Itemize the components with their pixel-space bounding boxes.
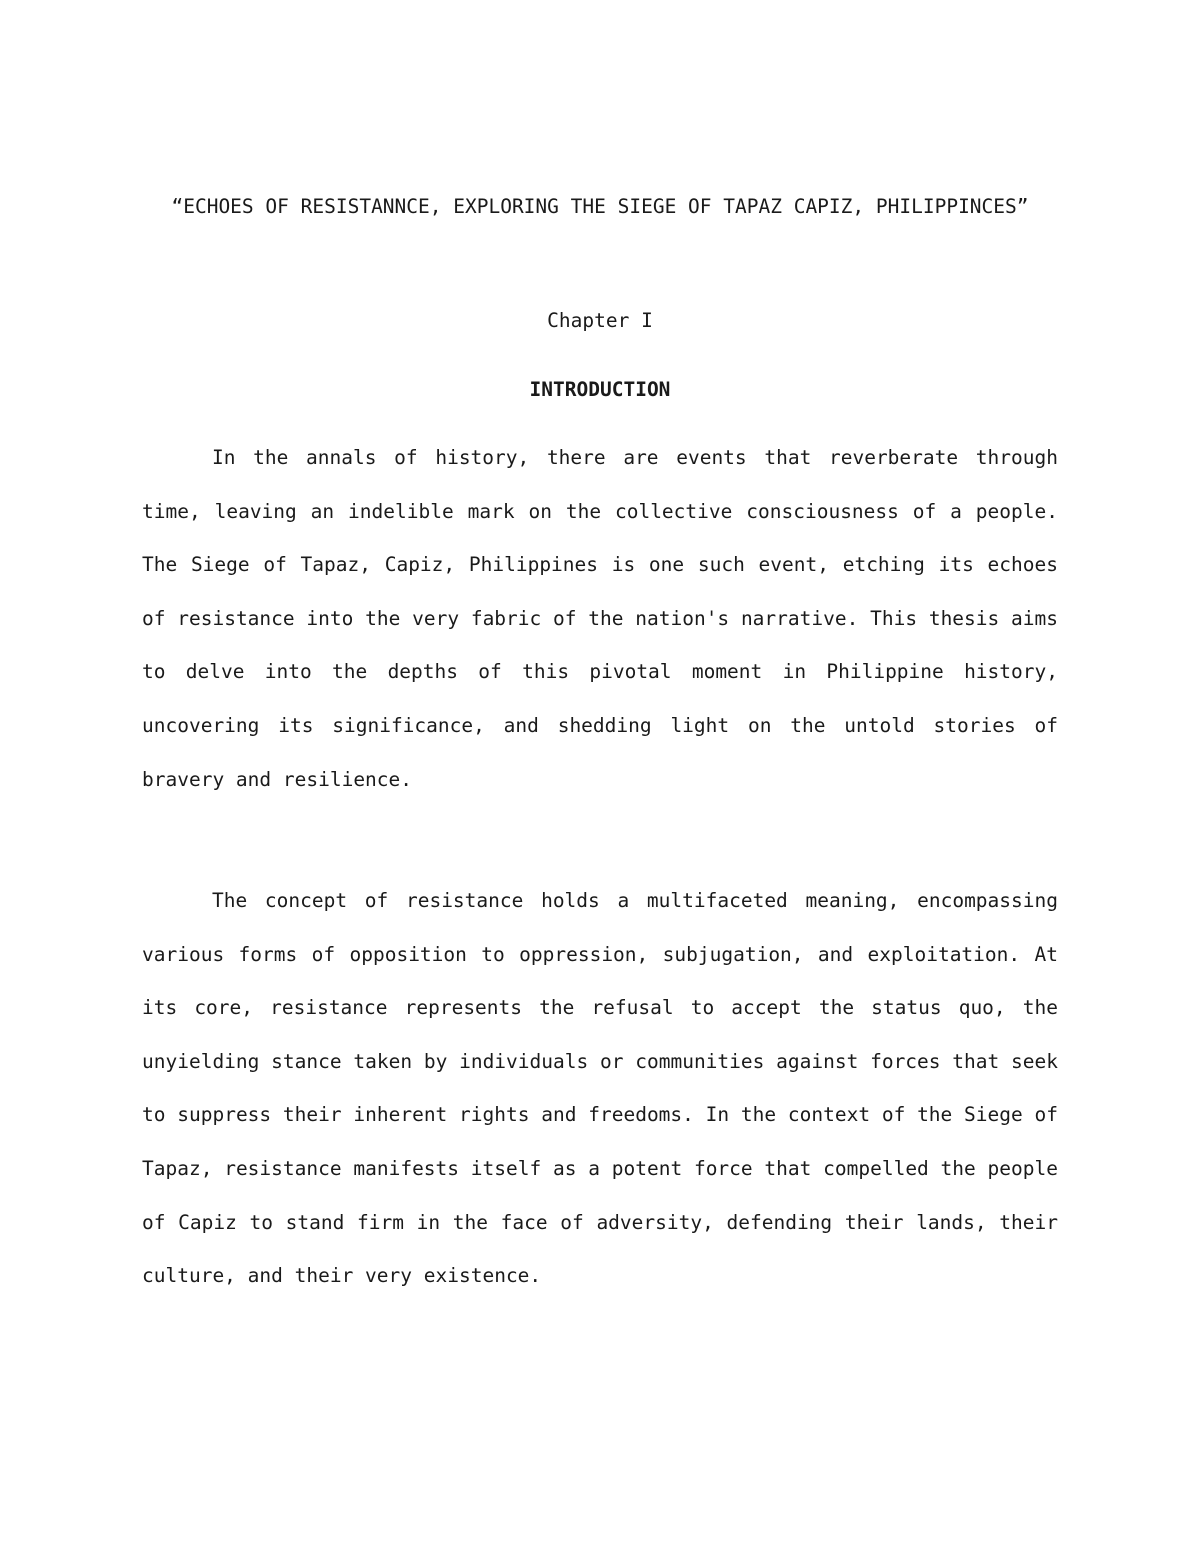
body-paragraph: The concept of resistance holds a multifaceted meaning, encompassing various forms of opposition to oppression, subjugation, and exploitation. At its core, resistance represents the refusal to accept the status quo, the unyielding stance taken by individuals or communities against forces that seek to suppress their inherent rights and freedoms. In the context of the Siege of Tapaz, resistance manifests itself as a potent force that compelled the people of Capiz to stand firm in the face of adversity, defending their lands, their culture, and their very existence. bbox=[142, 889, 1058, 1288]
body-paragraph: In the annals of history, there are events that reverberate through time, leaving an indelible mark on the collective consciousness of a people. The Siege of Tapaz, Capiz, Philippines is one such event, etching its echoes of resistance into the very fabric of the nation's narrative. This thesis aims to delve into the depths of this pivotal moment in Philippine history, uncovering its significance, and shedding light on the untold stories of bravery and resilience. bbox=[142, 446, 1058, 791]
section-heading: INTRODUCTION bbox=[529, 378, 671, 401]
chapter-label: Chapter I bbox=[547, 309, 653, 332]
thesis-title: “ECHOES OF RESISTANNCE, EXPLORING THE SIEGE OF TAPAZ CAPIZ, PHILIPPINCES” bbox=[171, 195, 1029, 218]
